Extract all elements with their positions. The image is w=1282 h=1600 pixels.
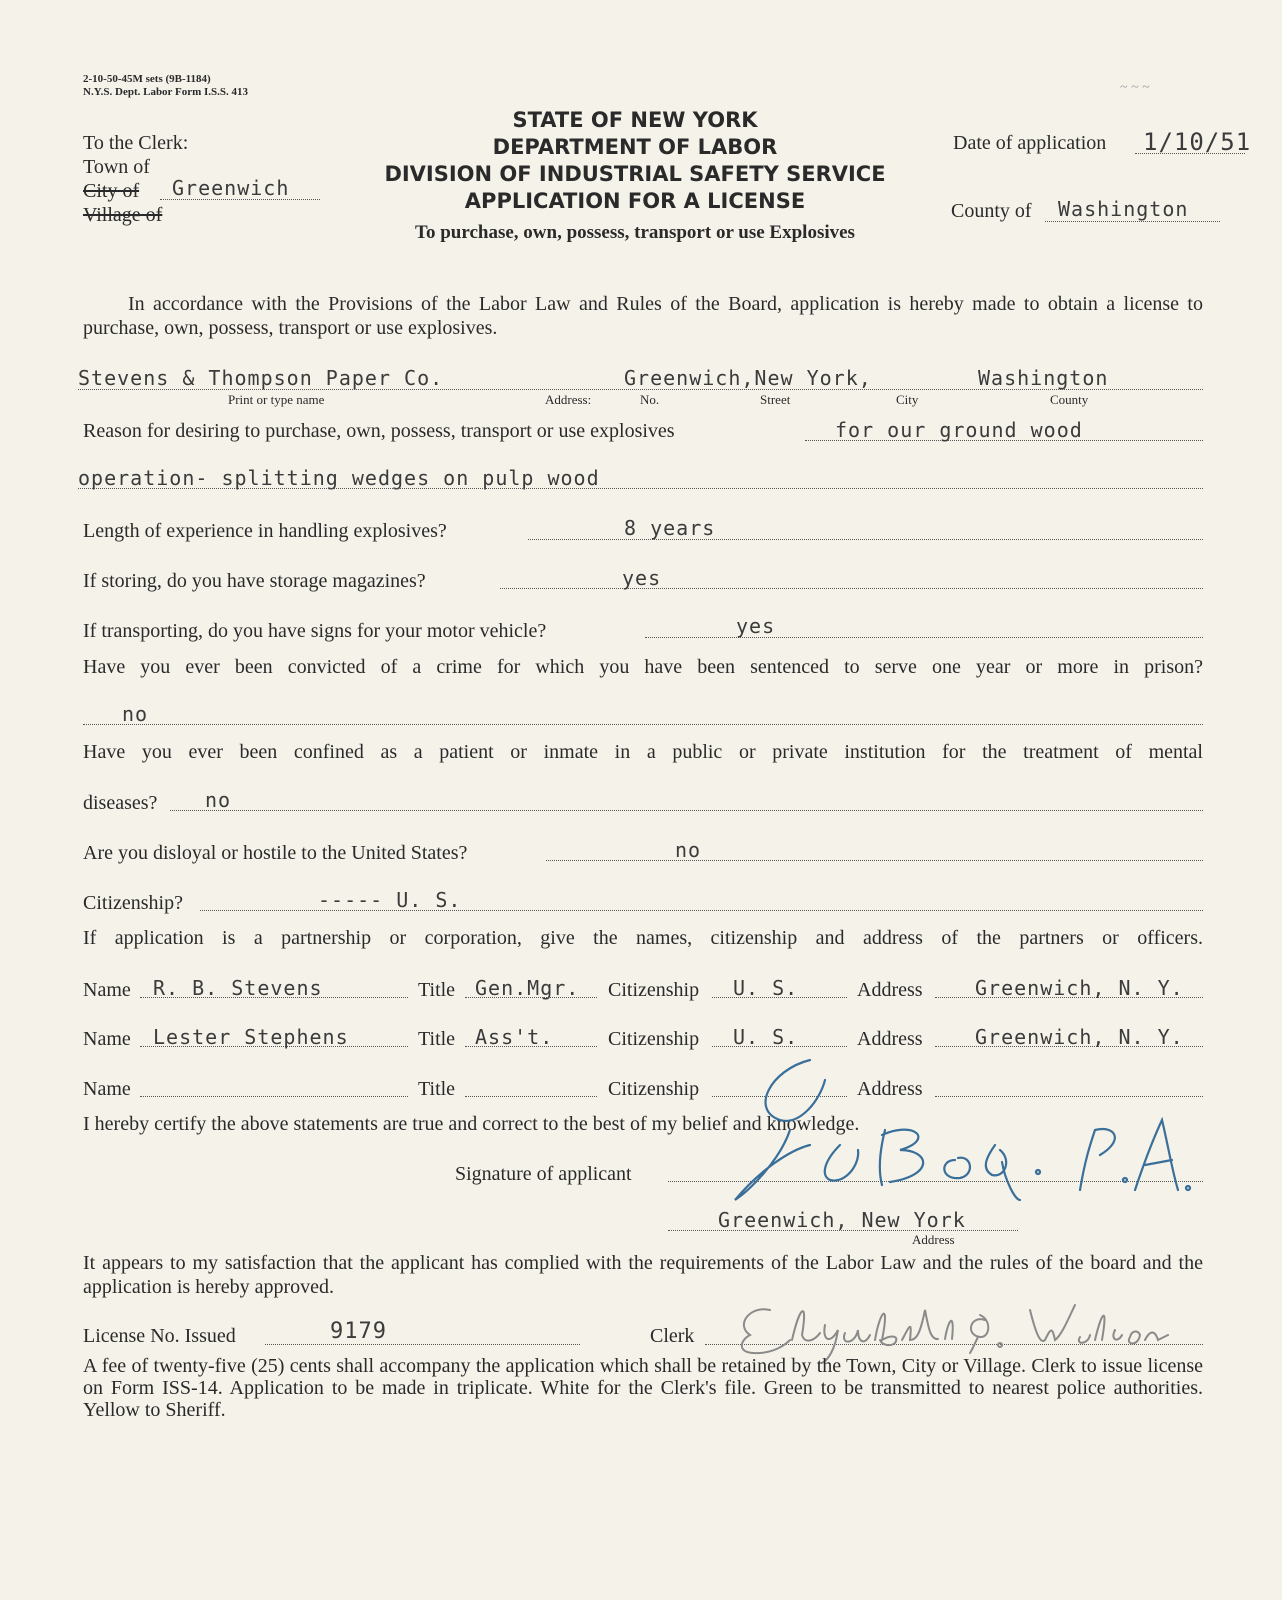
transport-value: yes	[736, 614, 776, 638]
reason-value-1: for our ground wood	[835, 418, 1083, 442]
partnership-label: If application is a partnership or corporation, give the names, citizenship and address of the partners or officers.	[83, 927, 1203, 949]
county-label: County of	[951, 200, 1032, 222]
print-name-caption: Print or type name	[228, 392, 325, 407]
top-right-mark: ~ ~ ~	[1120, 80, 1150, 95]
officer2-citizenship-label: Citizenship	[608, 1028, 700, 1050]
officer2-name-value: Lester Stephens	[153, 1025, 349, 1049]
officer1-address-value: Greenwich, N. Y.	[975, 976, 1184, 1000]
to-clerk-label: To the Clerk:	[83, 132, 189, 154]
date-value: 1/10/51	[1143, 128, 1252, 156]
applicant-signature	[730, 1050, 1190, 1210]
intro-paragraph: In accordance with the Provisions of the Labor Law and Rules of the Board, application is hereby made to obtain a license to purchase, own, possess, transport or use explosives.	[83, 293, 1203, 339]
officer1-address-label: Address	[857, 979, 923, 1001]
header-department: DEPARTMENT OF LABOR	[492, 135, 778, 159]
applicant-name-value: Stevens & Thompson Paper Co.	[78, 366, 444, 390]
header-state: STATE OF NEW YORK	[512, 108, 758, 132]
approval-statement: It appears to my satisfaction that the applicant has complied with the requirements of the Labor Law and the rules of the board and the application is hereby approved.	[83, 1252, 1203, 1298]
signature-label: Signature of applicant	[455, 1163, 632, 1185]
header-subtitle: To purchase, own, possess, transport or use Explosives	[415, 222, 855, 243]
reason-label: Reason for desiring to purchase, own, possess, transport or use explosives	[83, 420, 675, 442]
officer3-address-label: Address	[857, 1078, 923, 1100]
storing-label: If storing, do you have storage magazines?	[83, 570, 426, 592]
form-code-line1: 2-10-50-45M sets (9B-1184)	[83, 73, 211, 85]
city-of-label-struck: City of	[83, 180, 140, 202]
citizenship-value: ----- U. S.	[318, 888, 462, 912]
experience-value: 8 years	[624, 516, 716, 540]
convicted-label: Have you ever been convicted of a crime for which you have been sentenced to serve one year or more in prison?	[83, 656, 1203, 678]
disloyal-value: no	[675, 838, 702, 862]
village-of-label-struck: Village of	[83, 204, 163, 226]
certify-statement: I hereby certify the above statements are true and correct to the best of my belief and knowledge.	[83, 1113, 860, 1135]
officer1-citizenship-label: Citizenship	[608, 979, 700, 1001]
officer2-title-value: Ass't.	[475, 1025, 554, 1049]
license-value: 9179	[330, 1319, 387, 1344]
confined-value: no	[205, 788, 232, 812]
header-application: APPLICATION FOR A LICENSE	[464, 189, 806, 213]
officer1-title-value: Gen.Mgr.	[475, 976, 580, 1000]
town-value: Greenwich	[172, 176, 290, 200]
experience-label: Length of experience in handling explosives?	[83, 520, 447, 542]
officer2-address-value: Greenwich, N. Y.	[975, 1025, 1184, 1049]
officer2-name-label: Name	[83, 1028, 131, 1050]
disloyal-label: Are you disloyal or hostile to the United States?	[83, 842, 468, 864]
header-division: DIVISION OF INDUSTRIAL SAFETY SERVICE	[384, 162, 886, 186]
clerk-label: Clerk	[650, 1325, 695, 1347]
confined-label-2: diseases?	[83, 792, 158, 814]
citizenship-label: Citizenship?	[83, 892, 183, 914]
city-caption: City	[896, 392, 919, 407]
officer1-name-label: Name	[83, 979, 131, 1001]
officer2-address-label: Address	[857, 1028, 923, 1050]
officer1-title-label: Title	[418, 979, 456, 1001]
address-caption: Address:	[545, 392, 592, 407]
officer3-title-label: Title	[418, 1078, 456, 1100]
officer2-citizenship-value: U. S.	[733, 1025, 799, 1049]
signature-address-caption: Address	[912, 1232, 955, 1247]
transport-label: If transporting, do you have signs for your motor vehicle?	[83, 620, 547, 642]
applicant-city-value: Greenwich,New York,	[624, 366, 872, 390]
no-caption: No.	[640, 392, 660, 407]
confined-label: Have you ever been confined as a patient or inmate in a public or private institution for the treatment of mental	[83, 741, 1203, 763]
signature-address-value: Greenwich, New York	[718, 1208, 966, 1232]
storing-value: yes	[622, 566, 662, 590]
applicant-county-value: Washington	[978, 366, 1109, 390]
street-caption: Street	[760, 392, 791, 407]
officer2-title-label: Title	[418, 1028, 456, 1050]
town-of-label: Town of	[83, 156, 150, 178]
officer1-name-value: R. B. Stevens	[153, 976, 323, 1000]
officer1-citizenship-value: U. S.	[733, 976, 799, 1000]
convicted-value: no	[122, 702, 149, 726]
license-label: License No. Issued	[83, 1325, 236, 1347]
fee-note: A fee of twenty-five (25) cents shall accompany the application which shall be retained by the Town, City or Village. Clerk to issue license on Form ISS-14. Application to be made in triplicate. White for the Clerk's file. Green to be transmitted to nearest police authorities. Yellow to Sheriff.	[83, 1355, 1203, 1421]
officer3-name-label: Name	[83, 1078, 131, 1100]
county-caption: County	[1050, 392, 1089, 407]
officer3-citizenship-label: Citizenship	[608, 1078, 700, 1100]
form-code-line2: N.Y.S. Dept. Labor Form I.S.S. 413	[83, 86, 249, 98]
county-value: Washington	[1058, 197, 1189, 221]
reason-value-2: operation- splitting wedges on pulp wood	[78, 466, 600, 490]
date-label: Date of application	[953, 132, 1107, 154]
